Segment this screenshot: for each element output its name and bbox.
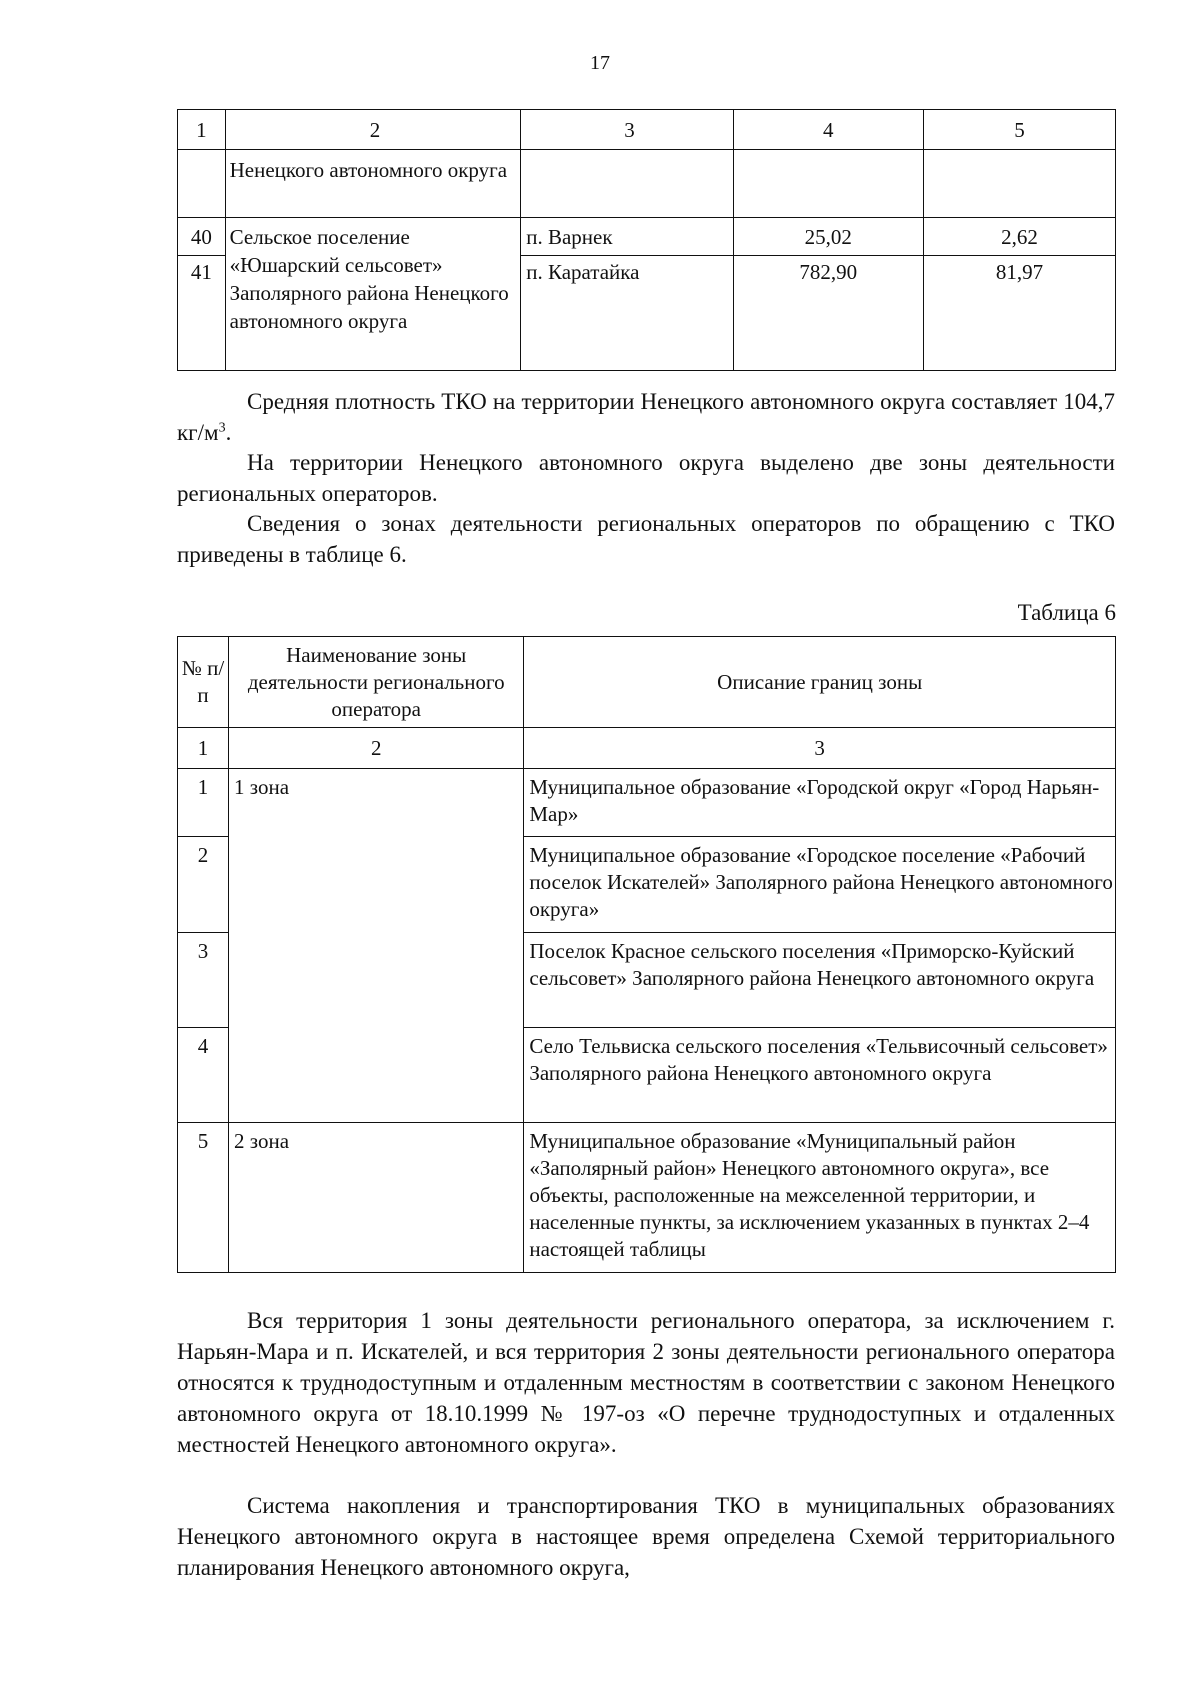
paragraph-remote-areas: Вся территория 1 зоны деятельности регионального оператора, за исключением г. Нарьян-Мара и п. Искателей, и вся территория 2 зоны деятельности регионального оператора относятся к труднодоступным и отдаленным местностям в соответствии с законом Ненецкого автономного округа от 18.10.1999 № 197-оз «О перечне труднодоступных и отдаленных местностей Ненецкого автономного округа». xyxy=(177,1308,1115,1457)
header-num: № п/п xyxy=(178,637,229,728)
value-cell: 2,62 xyxy=(923,218,1115,256)
zone-description-cell: Муниципальное образование «Городской округ «Город Нарьян-Мар» xyxy=(524,769,1116,837)
paragraph-table-reference: Сведения о зонах деятельности региональных операторов по обращению с ТКО приведены в таблице 6. xyxy=(177,511,1115,567)
row-number: 4 xyxy=(178,1028,229,1123)
settlements-table-continuation xyxy=(177,109,1116,371)
header-description: Описание границ зоны xyxy=(524,637,1116,728)
operator-zones-table xyxy=(177,636,1116,1273)
header-cell: 3 xyxy=(521,110,733,150)
column-number: 1 xyxy=(178,728,229,769)
table-row xyxy=(178,1123,1116,1273)
zone-description-cell: Село Тельвиска сельского поселения «Тельвисочный сельсовет» Заполярного района Ненецкого автономного округа xyxy=(524,1028,1116,1123)
zone-name-cell: 2 зона xyxy=(229,1123,524,1273)
table-caption: Таблица 6 xyxy=(1017,600,1116,625)
page-number: 17 xyxy=(590,52,610,74)
table-row xyxy=(178,218,1116,256)
header-cell: 4 xyxy=(733,110,923,150)
row-number: 3 xyxy=(178,933,229,1028)
header-cell: 2 xyxy=(225,110,521,150)
header-zone: Наименование зоны деятельности регионального оператора xyxy=(229,637,524,728)
settlement-cell: п. Каратайка xyxy=(521,256,733,371)
value-cell: 25,02 xyxy=(733,218,923,256)
value-cell: 81,97 xyxy=(923,256,1115,371)
zone-description-cell: Муниципальное образование «Муниципальный район «Заполярный район» Ненецкого автономного округа», все объекты, расположенные на межселенной территории, и населенные пункты, за исключением указанных в пунктах 2–4 настоящей таблицы xyxy=(524,1123,1116,1273)
paragraph-accumulation-system: Система накопления и транспортирования ТКО в муниципальных образованиях Ненецкого автономного округа в настоящее время определена Схемой территориального планирования Ненецкого автономного округа, xyxy=(177,1493,1115,1580)
table-row xyxy=(178,769,1116,837)
table-header-row xyxy=(178,637,1116,728)
table-header-row xyxy=(178,110,1116,150)
settlement-name-cell: Ненецкого автономного округа xyxy=(225,150,521,218)
zone-description-cell: Поселок Красное сельского поселения «Приморско-Куйский сельсовет» Заполярного района Ненецкого автономного округа xyxy=(524,933,1116,1028)
zone-description-cell: Муниципальное образование «Городское поселение «Рабочий поселок Искателей» Заполярного района Ненецкого автономного округа» xyxy=(524,837,1116,933)
zone-name-cell: 1 зона xyxy=(229,769,524,1123)
row-number: 41 xyxy=(178,256,226,371)
header-cell: 5 xyxy=(923,110,1115,150)
column-number: 2 xyxy=(229,728,524,769)
settlement-cell: п. Варнек xyxy=(521,218,733,256)
paragraph-zones: На территории Ненецкого автономного округа выделено две зоны деятельности региональных операторов. xyxy=(177,450,1115,506)
municipality-name-cell: Сельское поселение «Юшарский сельсовет» Заполярного района Ненецкого автономного округа xyxy=(225,218,521,371)
paragraph-density: Средняя плотность ТКО на территории Ненецкого автономного округа составляет 104,7 $кг/м^3$. xyxy=(177,389,1115,445)
column-number-row xyxy=(178,728,1116,769)
row-number: 2 xyxy=(178,837,229,933)
row-number: 1 xyxy=(178,769,229,837)
row-number: 40 xyxy=(178,218,226,256)
value-cell: 782,90 xyxy=(733,256,923,371)
row-number: 5 xyxy=(178,1123,229,1273)
header-cell: 1 xyxy=(178,110,226,150)
table-row xyxy=(178,150,1116,218)
column-number: 3 xyxy=(524,728,1116,769)
